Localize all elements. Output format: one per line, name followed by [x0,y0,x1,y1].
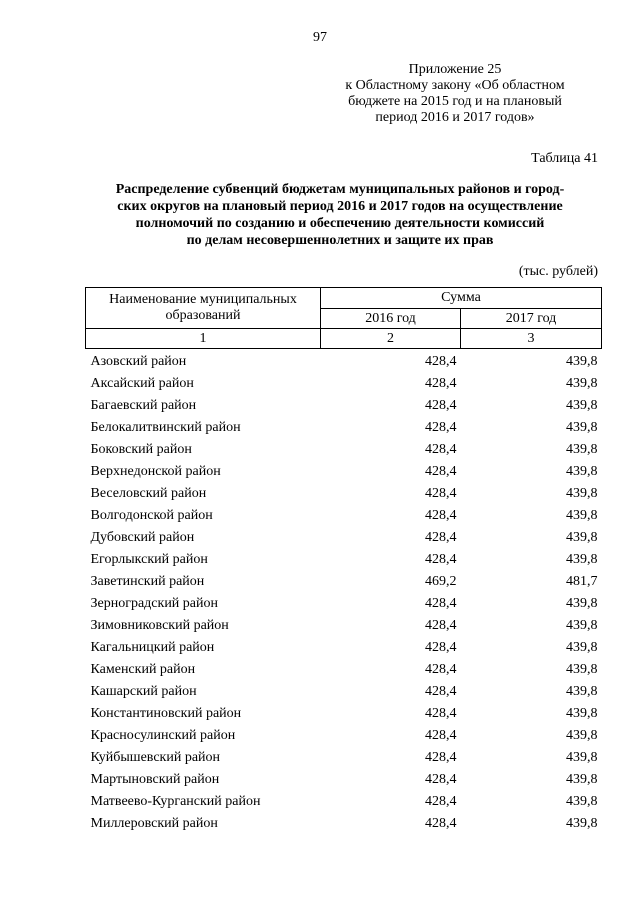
table-row [86,615,602,637]
amount-2016: 428,4 [425,596,457,611]
amount-2016: 428,4 [425,376,457,391]
header-col-number: 3 [461,329,602,349]
table-row [86,373,602,395]
table-row [86,505,602,527]
page-number: 97 [313,30,327,45]
municipality-name: Куйбышевский район [90,750,221,765]
amount-2017: 439,8 [566,530,598,545]
appendix-header [330,62,580,126]
amount-2016: 428,4 [425,442,457,457]
document-title [85,181,595,249]
amount-2016: 428,4 [425,750,457,765]
amount-2017: 439,8 [566,552,598,567]
header-name: Наименование муниципальных образований [86,288,321,329]
municipality-name: Верхнедонской район [90,464,221,479]
amount-2016: 428,4 [425,464,457,479]
amount-2017: 439,8 [566,398,598,413]
header-year-2017: 2017 год [461,309,602,329]
title-line: по делам несовершеннолетних и защите их прав [186,233,494,248]
municipality-name: Волгодонской район [90,508,213,523]
amount-2017: 439,8 [566,442,598,457]
table-header [86,288,602,349]
amount-2017: 439,8 [566,772,598,787]
units-label: (тыс. рублей) [518,264,598,279]
amount-2016: 428,4 [425,354,457,369]
amount-2016: 428,4 [425,486,457,501]
table-row [86,549,602,571]
amount-2016: 428,4 [425,420,457,435]
amount-2016: 428,4 [425,684,457,699]
municipality-name: Дубовский район [90,530,195,545]
municipality-name: Веселовский район [90,486,207,501]
amount-2017: 439,8 [566,596,598,611]
amount-2016: 428,4 [425,772,457,787]
table-row [86,593,602,615]
table-row [86,659,602,681]
table-label: Таблица 41 [531,151,598,166]
amount-2017: 439,8 [566,486,598,501]
amount-2016: 428,4 [425,508,457,523]
amount-2016: 428,4 [425,530,457,545]
header-sum: Сумма [321,288,602,309]
municipality-name: Кагальницкий район [90,640,215,655]
table-row [86,769,602,791]
table-row [86,349,602,374]
amount-2017: 439,8 [566,794,598,809]
amount-2017: 481,7 [566,574,598,589]
amount-2016: 428,4 [425,816,457,831]
amount-2017: 439,8 [566,376,598,391]
table-row [86,571,602,593]
appendix-line: период 2016 и 2017 годов» [375,110,535,125]
municipality-name: Егорлыкский район [90,552,208,567]
municipality-name: Зерноградский район [90,596,218,611]
table-row [86,527,602,549]
municipality-name: Миллеровский район [90,816,218,831]
table-row [86,483,602,505]
amount-2016: 428,4 [425,728,457,743]
table-row [86,747,602,769]
municipality-name: Боковский район [90,442,192,457]
amount-2017: 439,8 [566,508,598,523]
appendix-line: бюджете на 2015 год и на плановый [348,94,562,109]
municipality-name: Красносулинский район [90,728,236,743]
header-year-2016: 2016 год [321,309,461,329]
amount-2017: 439,8 [566,640,598,655]
municipality-name: Зимовниковский район [90,618,229,633]
amount-2016: 428,4 [425,552,457,567]
municipality-name: Белокалитвинский район [90,420,241,435]
amount-2016: 428,4 [425,706,457,721]
table-row [86,461,602,483]
municipality-name: Аксайский район [90,376,194,391]
amount-2016: 428,4 [425,794,457,809]
table-row [86,703,602,725]
municipality-name: Мартыновский район [90,772,220,787]
amount-2017: 439,8 [566,750,598,765]
table-row [86,395,602,417]
table-row [86,439,602,461]
amount-2017: 439,8 [566,464,598,479]
table-row [86,725,602,747]
municipality-name: Матвеево-Курганский район [90,794,261,809]
appendix-line: Приложение 25 [408,62,502,77]
amount-2017: 439,8 [566,618,598,633]
table-row [86,791,602,813]
table-row [86,813,602,835]
table-row [86,681,602,703]
appendix-line: к Областному закону «Об областном [345,78,565,93]
municipality-name: Каменский район [90,662,196,677]
amount-2016: 428,4 [425,398,457,413]
title-line: Распределение субвенций бюджетам муниципальных районов и город- [115,182,565,197]
header-col-number: 1 [86,329,321,349]
municipality-name: Константиновский район [90,706,242,721]
amount-2016: 428,4 [425,662,457,677]
municipality-name: Заветинский район [90,574,205,589]
table-row [86,417,602,439]
municipality-name: Кашарский район [90,684,197,699]
amount-2017: 439,8 [566,816,598,831]
municipality-name: Азовский район [90,354,187,369]
amount-2017: 439,8 [566,420,598,435]
amount-2017: 439,8 [566,684,598,699]
amount-2017: 439,8 [566,706,598,721]
amount-2016: 469,2 [425,574,457,589]
subvention-table [85,287,602,835]
title-line: ских округов на плановый период 2016 и 2017 годов на осуществление [117,199,563,214]
header-col-number: 2 [321,329,461,349]
municipality-name: Багаевский район [90,398,197,413]
amount-2016: 428,4 [425,640,457,655]
amount-2017: 439,8 [566,662,598,677]
table-row [86,637,602,659]
amount-2017: 439,8 [566,728,598,743]
amount-2016: 428,4 [425,618,457,633]
amount-2017: 439,8 [566,354,598,369]
title-line: полномочий по созданию и обеспечению деятельности комиссий [135,216,545,231]
table-body [86,349,602,836]
